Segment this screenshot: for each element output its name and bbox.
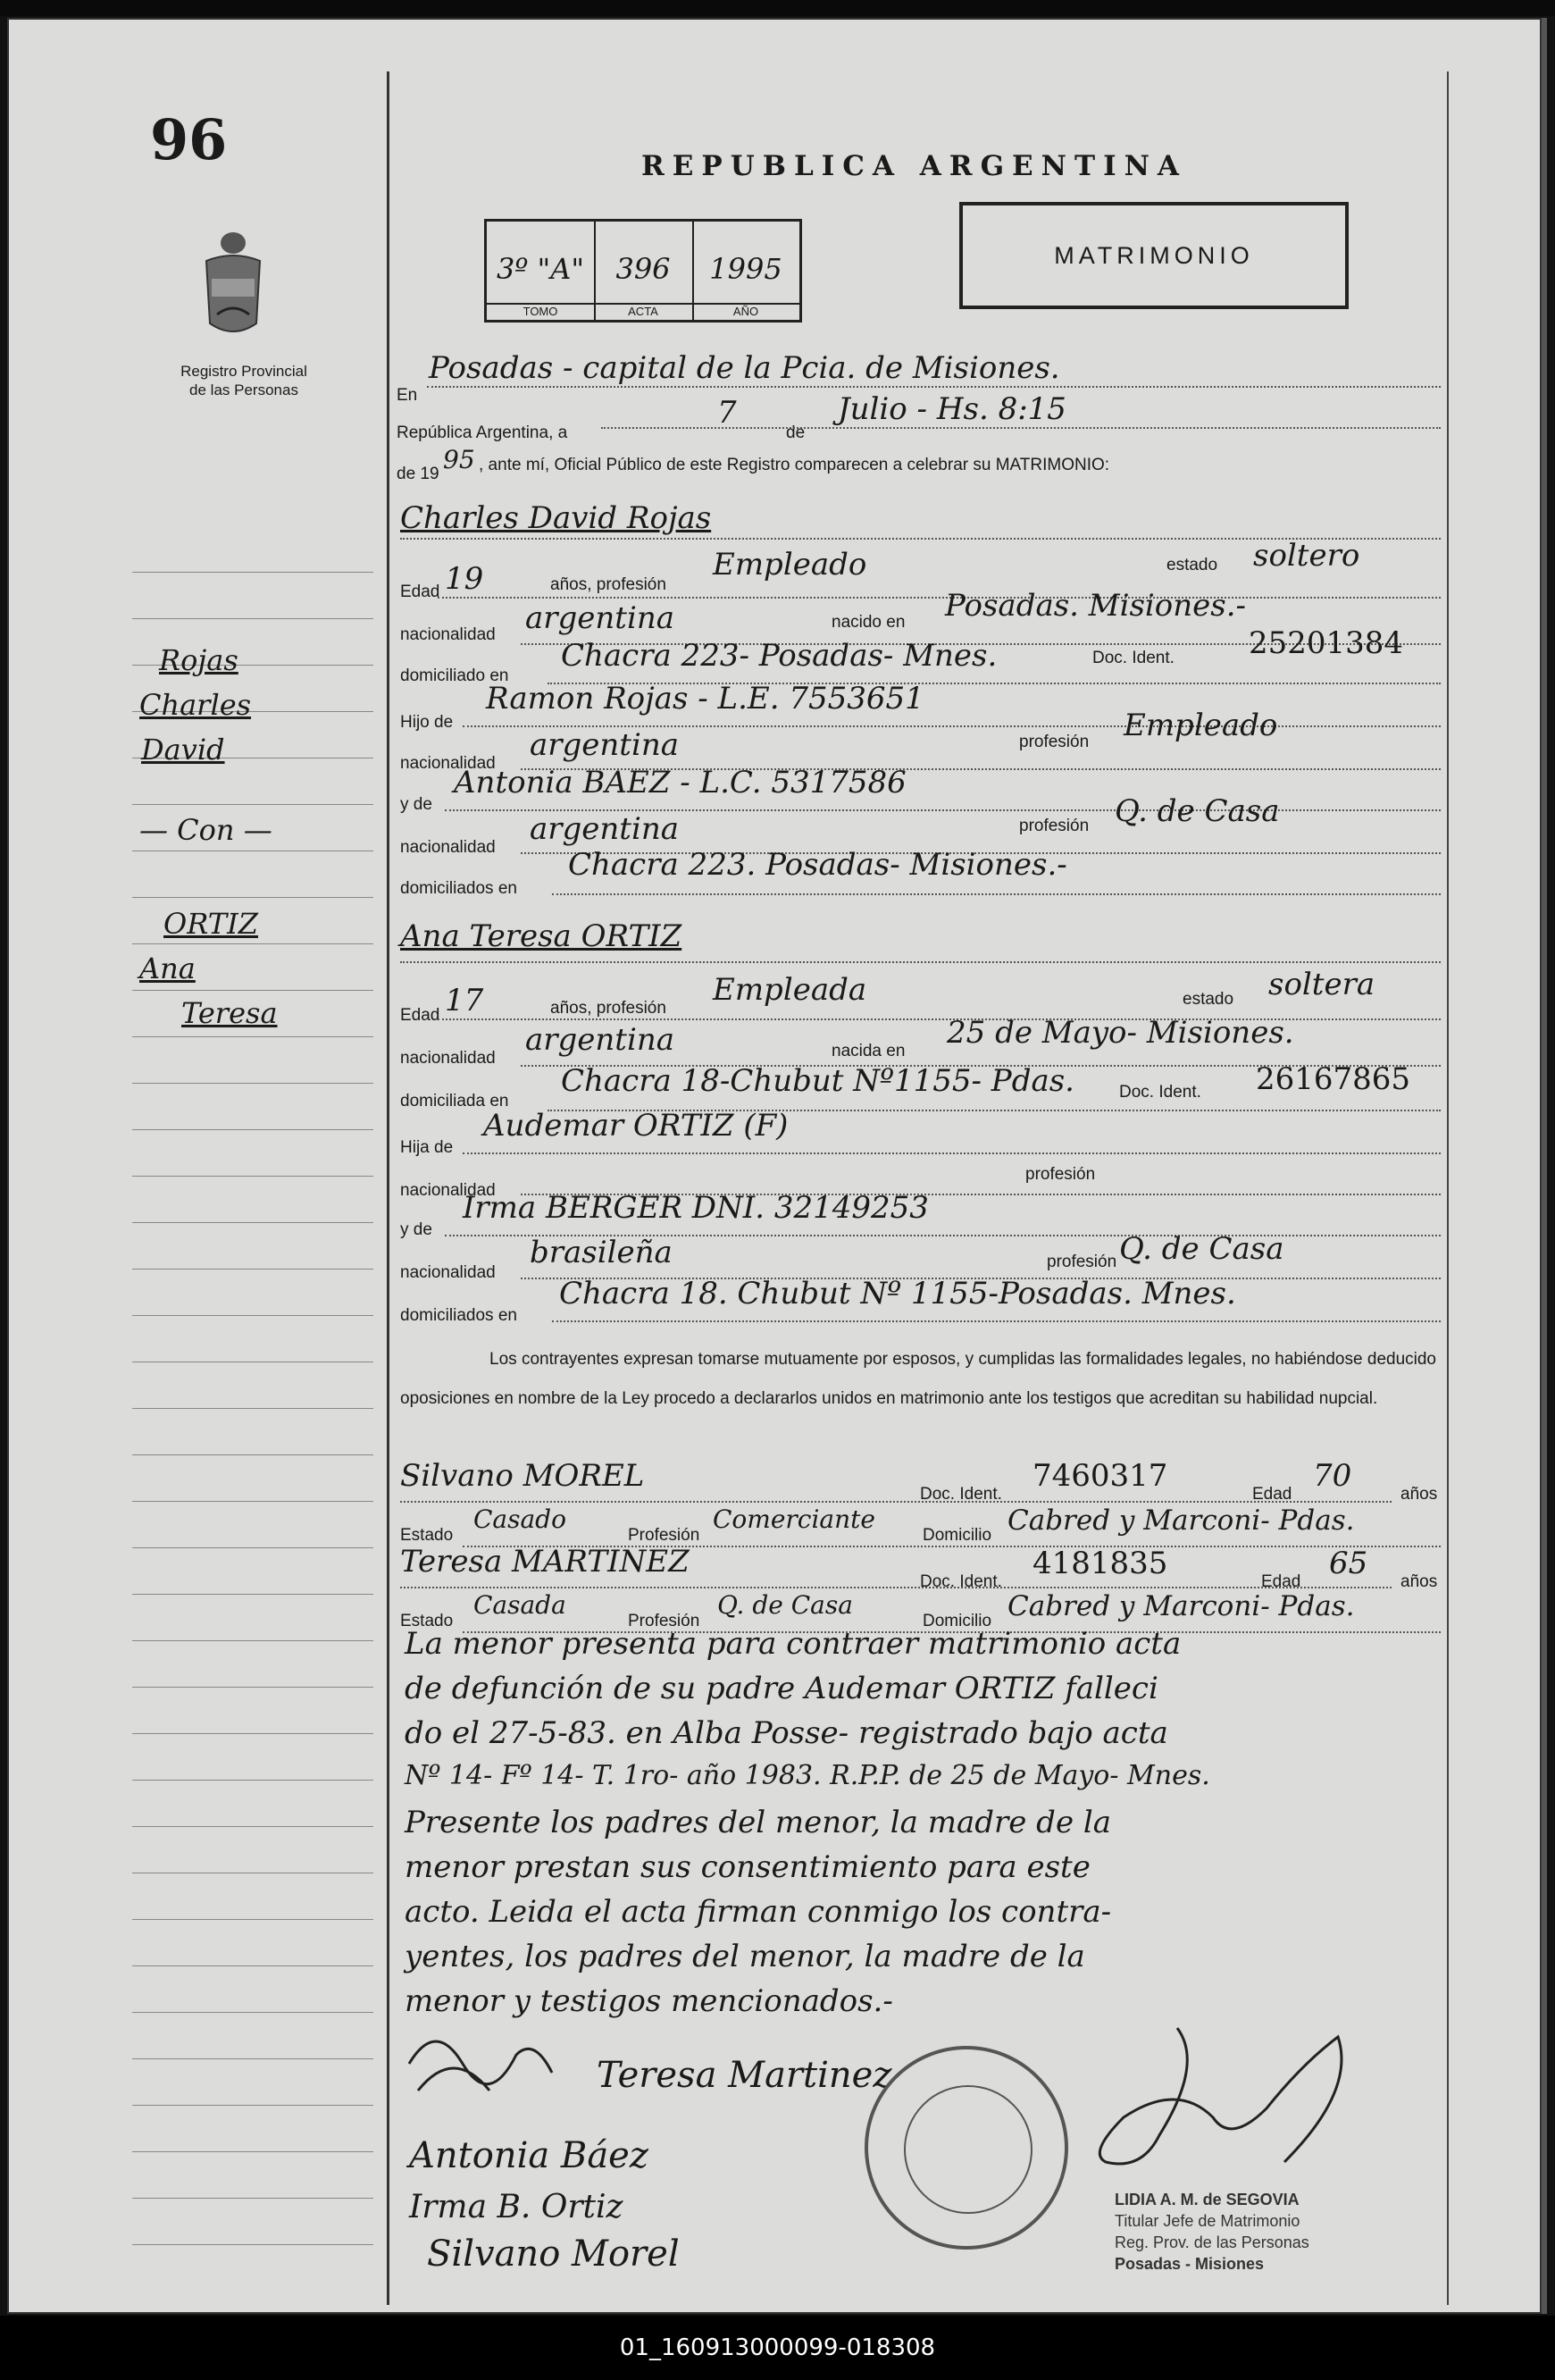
margin-firstname: Charles xyxy=(139,688,252,722)
margin-bride-middlename: Teresa xyxy=(181,996,278,1030)
bride-estado: soltera xyxy=(1268,967,1375,1002)
note-line: acto. Leida el acta firman conmigo los contra- xyxy=(405,1894,1112,1930)
bride-mnac-label: nacionalidad xyxy=(400,1263,496,1282)
margin-rule xyxy=(132,1687,373,1688)
bride-dom2-label: domiciliados en xyxy=(400,1306,517,1325)
witness2-estado: Casada xyxy=(473,1590,566,1620)
note-line: menor prestan sus consentimiento para este xyxy=(405,1849,1091,1885)
witness1-line-1 xyxy=(400,1501,1392,1503)
margin-rule xyxy=(132,2058,373,2059)
groom-profesion: Empleado xyxy=(713,547,867,582)
bride-edad-label: Edad xyxy=(400,1006,440,1025)
witness2-edad-label: Edad xyxy=(1261,1572,1301,1591)
intro-text: , ante mí, Oficial Público de este Registro comparecen a celebrar su MATRIMONIO: xyxy=(479,456,1110,474)
note-line: La menor presenta para contraer matrimonio acta xyxy=(405,1626,1182,1662)
witness2-doc-label: Doc. Ident. xyxy=(920,1572,1002,1591)
witness1-doc-label: Doc. Ident. xyxy=(920,1485,1002,1504)
day-value: 7 xyxy=(717,395,737,431)
witness1-prof-label: Profesión xyxy=(628,1526,700,1545)
groom-domicilio: Chacra 223- Posadas- Mnes. xyxy=(561,638,998,674)
bride-line-8 xyxy=(552,1320,1441,1322)
month-time-value: Julio - Hs. 8:15 xyxy=(838,391,1066,427)
margin-rule xyxy=(132,1315,373,1316)
margin-rule xyxy=(132,943,373,944)
witness1-doc: 7460317 xyxy=(1032,1458,1168,1494)
coat-of-arms-icon xyxy=(199,225,267,341)
page-number: 96 xyxy=(150,107,228,172)
groom-pprof-label: profesión xyxy=(1019,733,1090,751)
margin-rule xyxy=(132,897,373,898)
scan-top-edge xyxy=(0,0,1555,16)
bride-estado-label: estado xyxy=(1183,990,1234,1009)
bride-profesion: Empleada xyxy=(713,972,867,1008)
signature-teresa-martinez: Teresa Martinez xyxy=(597,2055,892,2096)
bride-pprof-label: profesión xyxy=(1025,1165,1096,1184)
place-value: Posadas - capital de la Pcia. de Misiones. xyxy=(429,350,1060,386)
bride-line-4 xyxy=(463,1152,1441,1154)
ano-label: AÑO xyxy=(692,303,799,318)
margin-rule xyxy=(132,1408,373,1409)
margin-rule xyxy=(132,1269,373,1270)
groom-name: Charles David Rojas xyxy=(400,500,712,536)
groom-mprof: Q. de Casa xyxy=(1115,793,1280,829)
witness2-dom: Cabred y Marconi- Pdas. xyxy=(1007,1590,1355,1622)
tomo-label: TOMO xyxy=(487,303,594,318)
groom-pnac: argentina xyxy=(530,727,680,763)
bride-hija-label: Hija de xyxy=(400,1138,454,1157)
official-seal-icon xyxy=(865,2046,1068,2250)
acta-value: 396 xyxy=(615,252,671,286)
margin-rule xyxy=(132,1036,373,1037)
margin-rule xyxy=(132,1640,373,1641)
date-line xyxy=(601,427,1441,429)
witness2-name: Teresa MARTINEZ xyxy=(400,1544,690,1580)
margin-bride-firstname: Ana xyxy=(139,951,196,985)
scribble-signature-icon xyxy=(400,2010,561,2108)
margin-rule xyxy=(132,2105,373,2106)
right-border xyxy=(1447,71,1449,2305)
bride-mprof-label: profesión xyxy=(1047,1253,1117,1271)
bride-doc: 26167865 xyxy=(1256,1061,1411,1097)
bride-nacionalidad: argentina xyxy=(525,1022,675,1058)
margin-rule xyxy=(132,2244,373,2245)
witness2-estado-label: Estado xyxy=(400,1612,454,1630)
groom-doc: 25201384 xyxy=(1249,625,1404,661)
margin-rule xyxy=(132,1501,373,1502)
groom-line-8 xyxy=(552,893,1441,895)
note-line: Nº 14- Fº 14- T. 1ro- año 1983. R.P.P. de 25 de Mayo- Mnes. xyxy=(405,1760,1210,1791)
groom-nacido-label: nacido en xyxy=(832,613,906,632)
groom-mnac: argentina xyxy=(530,811,680,847)
margin-rule xyxy=(132,1594,373,1595)
signature-antonia-baez: Antonia Báez xyxy=(409,2135,648,2176)
margin-rule xyxy=(132,572,373,573)
witness2-edad: 65 xyxy=(1329,1546,1368,1581)
groom-dom2-label: domiciliados en xyxy=(400,879,517,898)
tomo-value: 3º "A" xyxy=(496,252,585,286)
margin-rule xyxy=(132,618,373,619)
bride-dom-label: domiciliada en xyxy=(400,1092,509,1110)
signature-irma-ortiz: Irma B. Ortiz xyxy=(409,2189,623,2225)
witness1-anos-label: años xyxy=(1400,1485,1438,1504)
bride-nacida: 25 de Mayo- Misiones. xyxy=(947,1015,1294,1051)
bride-name: Ana Teresa ORTIZ xyxy=(400,918,682,954)
acta-label: ACTA xyxy=(594,303,692,318)
groom-padre: Ramon Rojas - L.E. 7553651 xyxy=(486,681,924,717)
margin-rule xyxy=(132,1129,373,1130)
witness1-name: Silvano MOREL xyxy=(400,1458,645,1494)
groom-mprof-label: profesión xyxy=(1019,817,1090,835)
groom-nac-label: nacionalidad xyxy=(400,625,496,644)
groom-pprof: Empleado xyxy=(1124,708,1278,743)
groom-nacido: Posadas. Misiones.- xyxy=(945,588,1247,624)
register-page xyxy=(7,18,1547,2314)
bride-edad: 17 xyxy=(445,983,484,1018)
margin-rule xyxy=(132,1826,373,1827)
margin-rule xyxy=(132,804,373,805)
bride-mnac: brasileña xyxy=(530,1235,673,1270)
bride-nac-label: nacionalidad xyxy=(400,1049,496,1068)
witness1-edad: 70 xyxy=(1313,1458,1352,1494)
bride-mprof: Q. de Casa xyxy=(1119,1231,1284,1267)
witness1-dom: Cabred y Marconi- Pdas. xyxy=(1007,1504,1355,1537)
groom-line-1 xyxy=(438,597,1441,599)
margin-rule xyxy=(132,1547,373,1548)
margin-con: — Con — xyxy=(139,813,272,847)
bride-prof-label: años, profesión xyxy=(550,999,666,1018)
groom-madre: Antonia BAEZ - L.C. 5317586 xyxy=(454,765,907,800)
groom-edad: 19 xyxy=(445,561,484,597)
margin-rule xyxy=(132,1733,373,1734)
margin-surname: Rojas xyxy=(159,643,238,677)
groom-hijo-label: Hijo de xyxy=(400,713,454,732)
declaration-text: Los contrayentes expresan tomarse mutuamente por esposos, y cumplidas las formalidades legales, no habiéndose deducido oposiciones en nombre de la Ley procedo a declararlos unidos en matrimonio ante los testigos que acreditan su habilidad nupcial. xyxy=(400,1350,1436,1408)
witness1-dom-label: Domicilio xyxy=(923,1526,992,1545)
de-label: de xyxy=(786,423,806,442)
bride-madre: Irma BERGER DNI. 32149253 xyxy=(463,1190,929,1226)
bride-pnac-label: nacionalidad xyxy=(400,1181,496,1200)
margin-rule xyxy=(132,1965,373,1966)
margin-rule xyxy=(132,2151,373,2152)
groom-estado: soltero xyxy=(1253,538,1360,574)
witness2-prof-label: Profesión xyxy=(628,1612,700,1630)
officer-stamp: LIDIA A. M. de SEGOVIA Titular Jefe de Matrimonio Reg. Prov. de las Personas Posadas - Misiones xyxy=(1115,2191,1309,2273)
bride-padre: Audemar ORTIZ (F) xyxy=(483,1108,789,1144)
registry-name: Registro Provincial de las Personas xyxy=(180,363,307,398)
margin-bride-surname: ORTIZ xyxy=(163,907,258,941)
groom-edad-label: Edad xyxy=(400,582,440,601)
footer-image-id: 01_160913000099-018308 xyxy=(0,2316,1555,2380)
year-suffix: 95 xyxy=(443,445,475,474)
note-line: menor y testigos mencionados.- xyxy=(405,1983,893,2019)
groom-nacionalidad: argentina xyxy=(525,600,675,636)
bride-doc-label: Doc. Ident. xyxy=(1119,1083,1201,1102)
witness1-edad-label: Edad xyxy=(1252,1485,1292,1504)
bride-domicilio: Chacra 18-Chubut Nº1155- Pdas. xyxy=(561,1063,1074,1099)
margin-middlename: David xyxy=(141,733,225,767)
groom-pnac-label: nacionalidad xyxy=(400,754,496,773)
act-reference-box xyxy=(484,219,802,323)
year-prefix: de 19 xyxy=(397,465,439,483)
bride-name-line xyxy=(400,961,1441,963)
witness2-dom-label: Domicilio xyxy=(923,1612,992,1630)
margin-rule xyxy=(132,1176,373,1177)
margin-rule xyxy=(132,1222,373,1223)
margin-rule xyxy=(132,990,373,991)
signature-silvano-morel: Silvano Morel xyxy=(427,2233,680,2275)
witness1-prof: Comerciante xyxy=(713,1504,875,1534)
record-type-box: MATRIMONIO xyxy=(959,202,1349,309)
margin-rule xyxy=(132,1454,373,1455)
groom-dom2: Chacra 223. Posadas- Misiones.- xyxy=(568,847,1067,883)
note-line: de defunción de su padre Audemar ORTIZ falleci xyxy=(405,1671,1158,1706)
country-title: REPUBLICA ARGENTINA xyxy=(641,150,1187,182)
note-line: yentes, los padres del menor, la madre de la xyxy=(405,1939,1085,1974)
groom-estado-label: estado xyxy=(1166,556,1218,574)
bride-y-de-label: y de xyxy=(400,1220,432,1239)
officer-signature-icon xyxy=(1070,2010,1374,2198)
witness2-prof: Q. de Casa xyxy=(717,1590,853,1620)
witness2-doc: 4181835 xyxy=(1032,1546,1168,1581)
margin-rule xyxy=(132,1919,373,1920)
groom-doc-label: Doc. Ident. xyxy=(1092,649,1175,667)
witness2-anos-label: años xyxy=(1400,1572,1438,1591)
note-line: Presente los padres del menor, la madre de la xyxy=(405,1805,1112,1840)
groom-dom-label: domiciliado en xyxy=(400,666,509,685)
en-label: En xyxy=(397,386,418,405)
groom-y-de-label: y de xyxy=(400,795,432,814)
place-line xyxy=(427,386,1441,388)
groom-prof-label: años, profesión xyxy=(550,575,666,594)
margin-rule xyxy=(132,2012,373,2013)
margin-rule xyxy=(132,1083,373,1084)
witness1-estado-label: Estado xyxy=(400,1526,454,1545)
witness1-estado: Casado xyxy=(473,1504,566,1534)
ano-value: 1995 xyxy=(709,252,782,286)
margin-rule xyxy=(132,1780,373,1781)
note-line: do el 27-5-83. en Alba Posse- registrado bajo acta xyxy=(405,1715,1168,1751)
bride-nacida-label: nacida en xyxy=(832,1042,906,1060)
bride-dom2: Chacra 18. Chubut Nº 1155-Posadas. Mnes. xyxy=(559,1276,1236,1312)
margin-divider xyxy=(387,71,389,2305)
witness2-line-1 xyxy=(400,1587,1392,1588)
republic-label: República Argentina, a xyxy=(397,423,568,442)
margin-rule xyxy=(132,2198,373,2199)
groom-mnac-label: nacionalidad xyxy=(400,838,496,857)
